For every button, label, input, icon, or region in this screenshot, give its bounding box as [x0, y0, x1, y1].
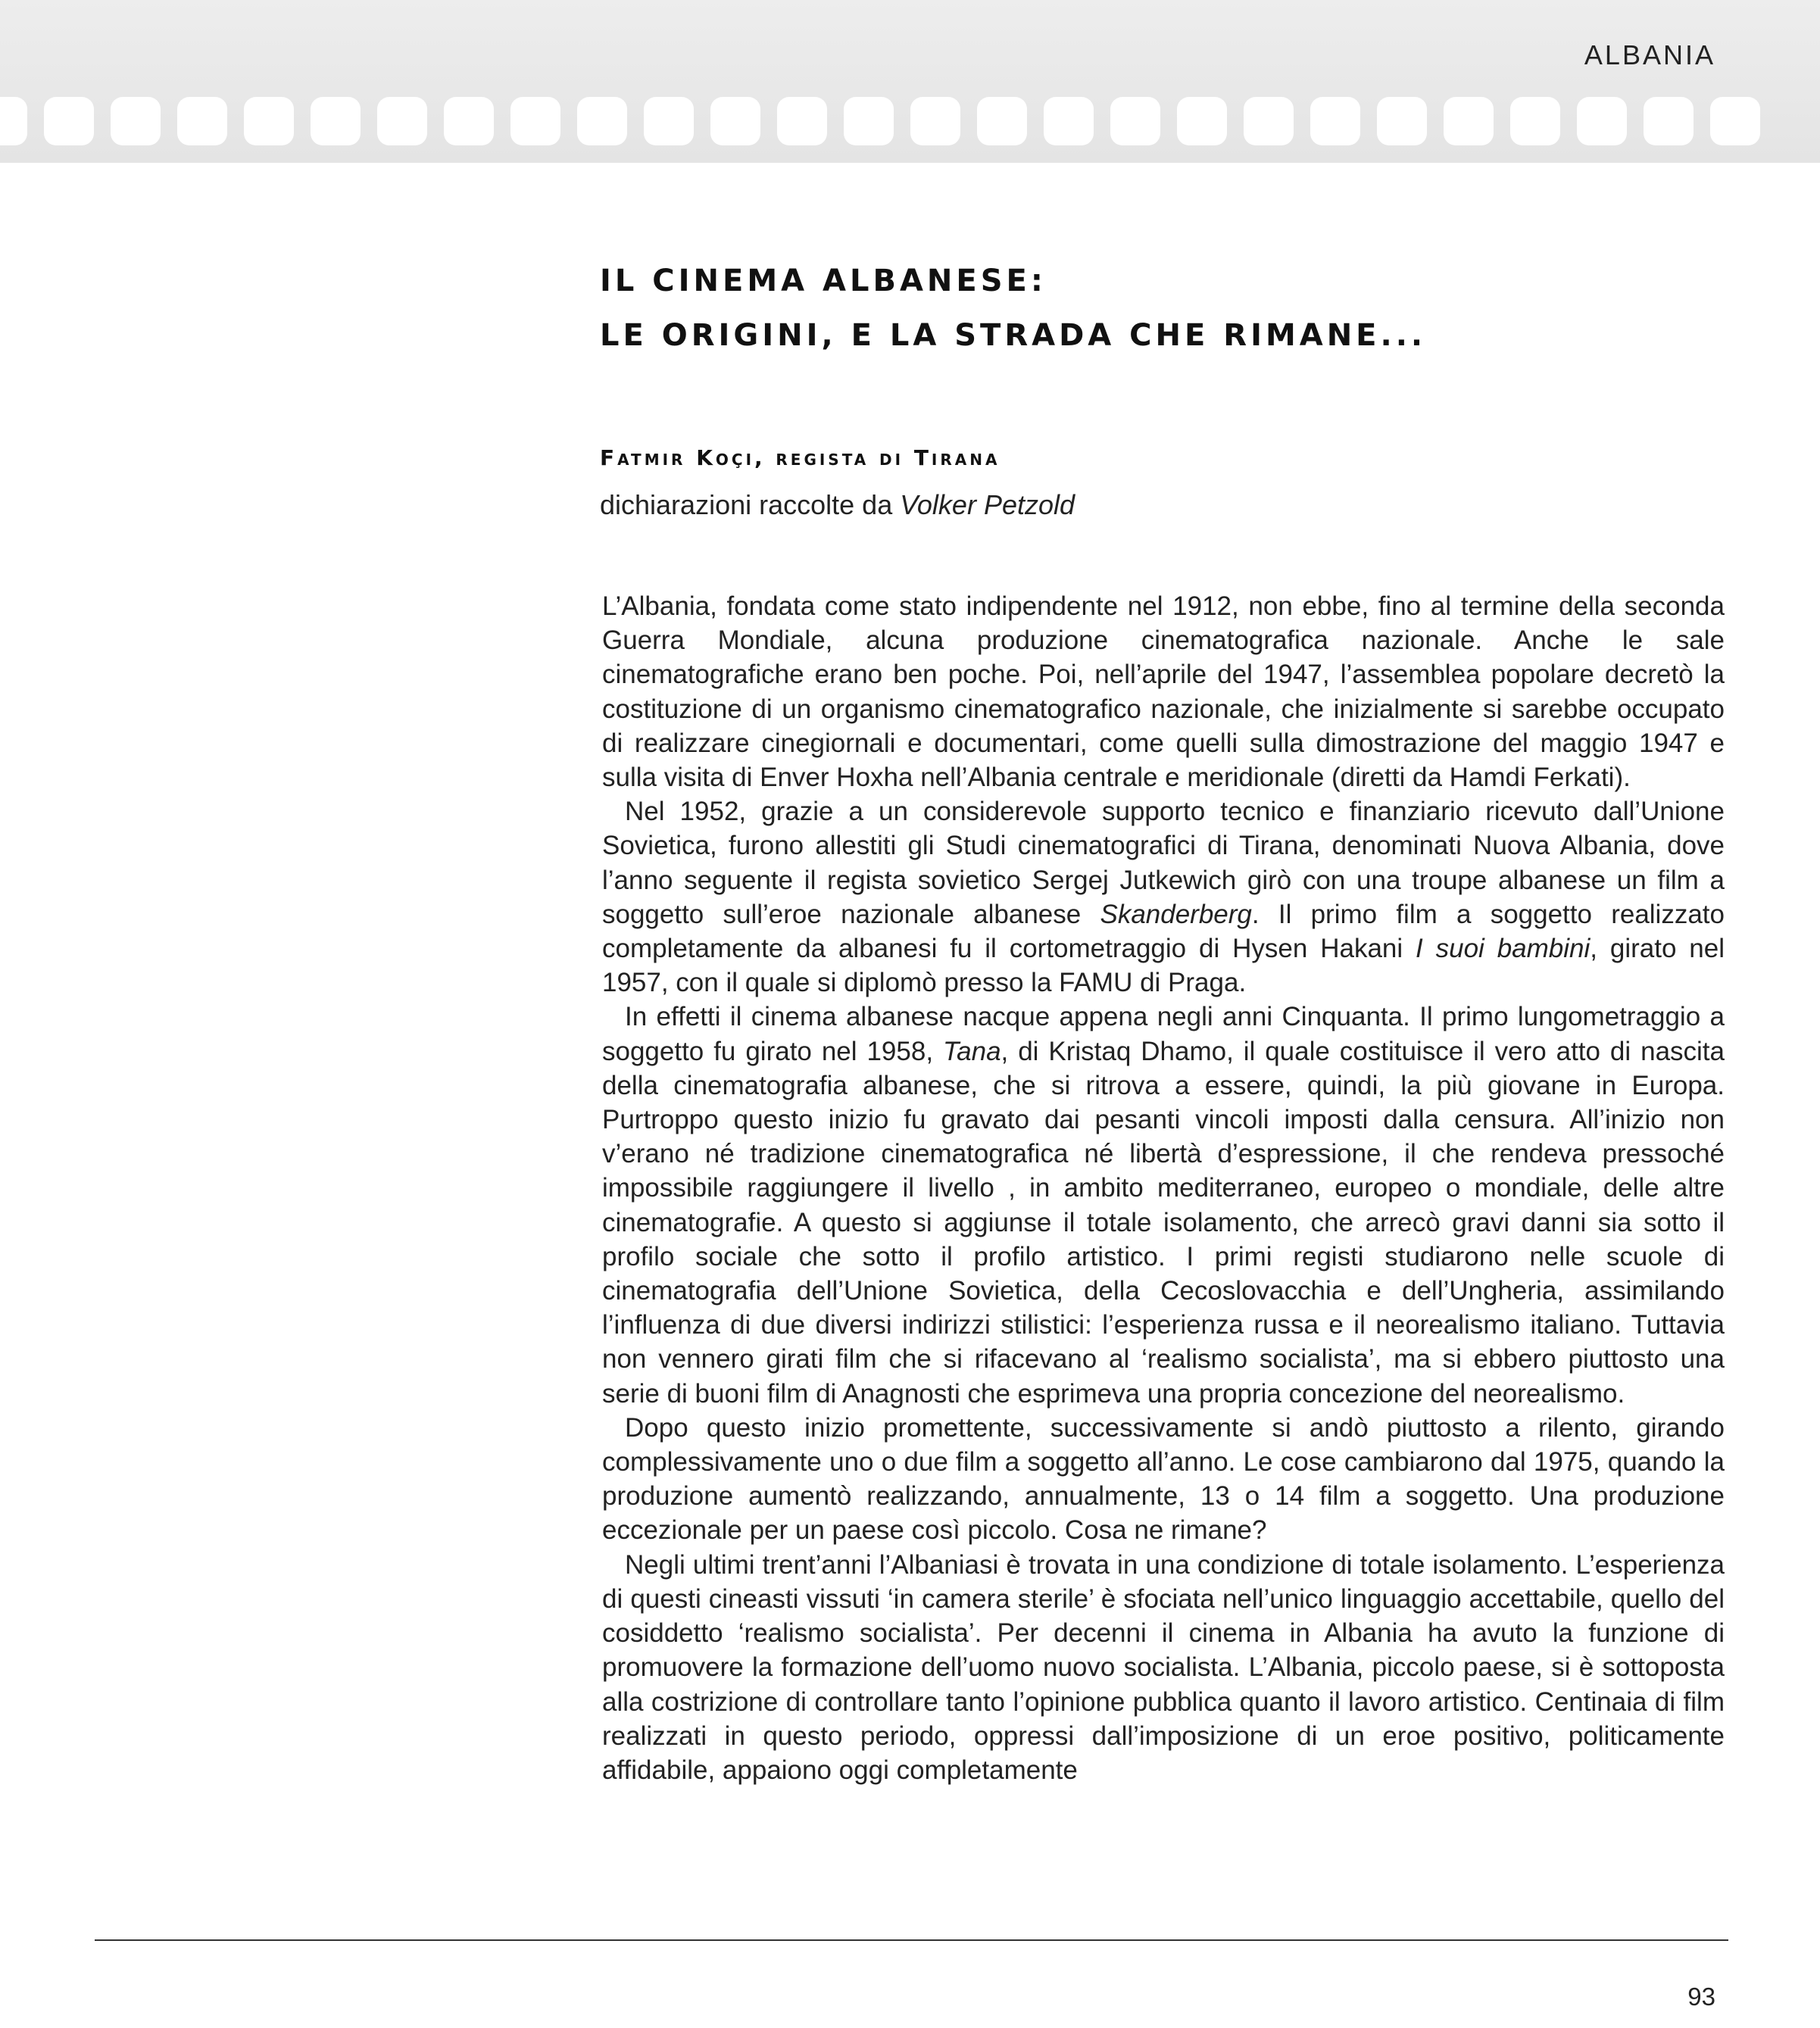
- italic-title-text: I suoi bambini: [1416, 934, 1591, 964]
- perforation-hole: [510, 97, 560, 145]
- paragraph-text: L’Albania, fondata come stato indipendente nel 1912, non ebbe, fino al termine della seconda Guerra Mondiale, alcuna produzione cinematografica nazionale. Anche le sale cinematografiche erano ben poche. Poi, nell’aprile del 1947, l’assemblea popolare decretò la costituzione di un organismo cinematografico nazionale, che inizialmente si sarebbe occupato di realizzare cinegiornali e documentari, come quelli sulla dimostrazione del maggio 1947 e sulla visita di Enver Hoxha nell’Albania centrale e meridionale (diretti da Hamdi Ferkati).: [602, 591, 1725, 793]
- perforation-hole: [844, 97, 894, 145]
- perforation-hole: [1177, 97, 1227, 145]
- page-number: 93: [1687, 1983, 1715, 2011]
- paragraph-text: Nel 1952, grazie a un considerevole supporto tecnico e finanziario ricevuto dall’Unione Sovietica, furono allestiti gli Studi cinematografici di Tirana, denominati Nuova Albania, dove l’anno seguente il regista sovietico Sergej Jutkewich girò con una troupe albanese un film a soggetto sull’eroe nazionale albanese: [602, 797, 1725, 929]
- film-perforations: [0, 97, 1760, 145]
- perforation-hole: [1444, 97, 1494, 145]
- article-paragraph: [602, 1000, 1725, 1410]
- perforation-hole: [1644, 97, 1694, 145]
- perforation-hole: [910, 97, 960, 145]
- article-paragraph: [602, 1548, 1725, 1787]
- italic-title-text: Skanderberg: [1100, 899, 1252, 929]
- perforation-hole: [1044, 97, 1094, 145]
- article-body: [602, 589, 1725, 1787]
- article-paragraph: [602, 589, 1725, 794]
- article-paragraph: [602, 794, 1725, 1000]
- article-paragraph: [602, 1411, 1725, 1548]
- byline-prefix: dichiarazioni raccolte da: [600, 489, 893, 520]
- filmstrip-header: [0, 0, 1820, 163]
- perforation-hole: [644, 97, 694, 145]
- article-title-line-2: LE ORIGINI, E LA STRADA CHE RIMANE...: [600, 318, 1427, 353]
- perforation-hole: [177, 97, 227, 145]
- paragraph-text: , girato nel 1957, con il quale si diplomò presso la FAMU di Praga.: [602, 934, 1725, 998]
- article-title: [600, 254, 1426, 363]
- paragraph-text: . Il primo film a soggetto realizzato completamente da albanesi fu il cortometraggio di Hysen Hakani: [602, 899, 1725, 964]
- perforation-hole: [1710, 97, 1760, 145]
- perforation-hole: [1310, 97, 1360, 145]
- paragraph-text: Dopo questo inizio promettente, successivamente si andò piuttosto a rilento, girando complessivamente uno o due film a soggetto all’anno. Le cose cambiarono dal 1975, quando la produzione aumentò realizzando, annualmente, 13 o 14 film a soggetto. Una produzione eccezionale per un paese così piccolo. Cosa ne rimane?: [602, 1412, 1725, 1546]
- author-line: Fatmir Koçi, regista di Tirana: [600, 445, 1001, 470]
- perforation-hole: [377, 97, 427, 145]
- perforation-hole: [777, 97, 827, 145]
- perforation-hole: [1377, 97, 1427, 145]
- section-label: ALBANIA: [1584, 39, 1715, 70]
- perforation-hole: [444, 97, 494, 145]
- paragraph-text: Negli ultimi trent’anni l’Albaniasi è trovata in una condizione di totale isolamento. L’esperienza di questi cineasti vissuti ‘in camera sterile’ è sfociata nell’unico linguaggio accettabile, quello del cosiddetto ‘realismo socialista’. Per decenni il cinema in Albania ha avuto la funzione di promuovere la formazione dell’uomo nuovo socialista. L’Albania, piccolo paese, si è sottoposta alla costrizione di controllare tanto l’opinione pubblica quanto il lavoro artistico. Centinaia di film realizzati in questo periodo, oppressi dall’imposizione di un eroe positivo, politicamente affidabile, appaiono oggi completamente: [602, 1549, 1725, 1785]
- perforation-hole: [44, 97, 94, 145]
- perforation-hole: [244, 97, 294, 145]
- perforation-hole: [1110, 97, 1160, 145]
- perforation-hole: [1510, 97, 1560, 145]
- perforation-hole: [0, 97, 27, 145]
- paragraph-text: , di Kristaq Dhamo, il quale costituisce il vero atto di nascita della cinematografia albanese, che si ritrova a essere, quindi, la più giovane in Europa. Purtroppo questo inizio fu gravato dai pesanti vincoli imposti dalla censura. All’inizio non v’erano né tradizione cinematografica né libertà d’espressione, il che rendeva pressoché impossibile raggiungere il livello , in ambito mediterraneo, europeo o mondiale, delle altre cinematografie. A questo si aggiunse il totale isolamento, che arrecò gravi danni sia sotto il profilo sociale che sotto il profilo artistico. I primi registi studiarono nelle scuole di cinematografia dell’Unione Sovietica, della Cecoslovacchia e dell’Ungheria, assimilando l’influenza di due diversi indirizzi stilistici: l’esperienza russa e il neorealismo italiano. Tuttavia non vennero girati film che si rifacevano al ‘realismo socialista’, ma si ebbero piuttosto una serie di buoni film di Anagnosti che esprimeva una propria concezione del neorealismo.: [602, 1036, 1725, 1409]
- perforation-hole: [111, 97, 161, 145]
- perforation-hole: [710, 97, 760, 145]
- perforation-hole: [1577, 97, 1627, 145]
- perforation-hole: [311, 97, 361, 145]
- article-title-line-1: IL CINEMA ALBANESE:: [600, 264, 1047, 298]
- perforation-hole: [1244, 97, 1294, 145]
- italic-title-text: Tana: [942, 1036, 1001, 1066]
- byline-name: Volker Petzold: [900, 489, 1075, 520]
- footer-rule: [95, 1939, 1728, 1941]
- perforation-hole: [577, 97, 627, 145]
- perforation-hole: [977, 97, 1027, 145]
- paragraph-text: In effetti il cinema albanese nacque appena negli anni Cinquanta. Il primo lungometraggio a soggetto fu girato nel 1958,: [602, 1002, 1725, 1066]
- byline: [600, 489, 1075, 521]
